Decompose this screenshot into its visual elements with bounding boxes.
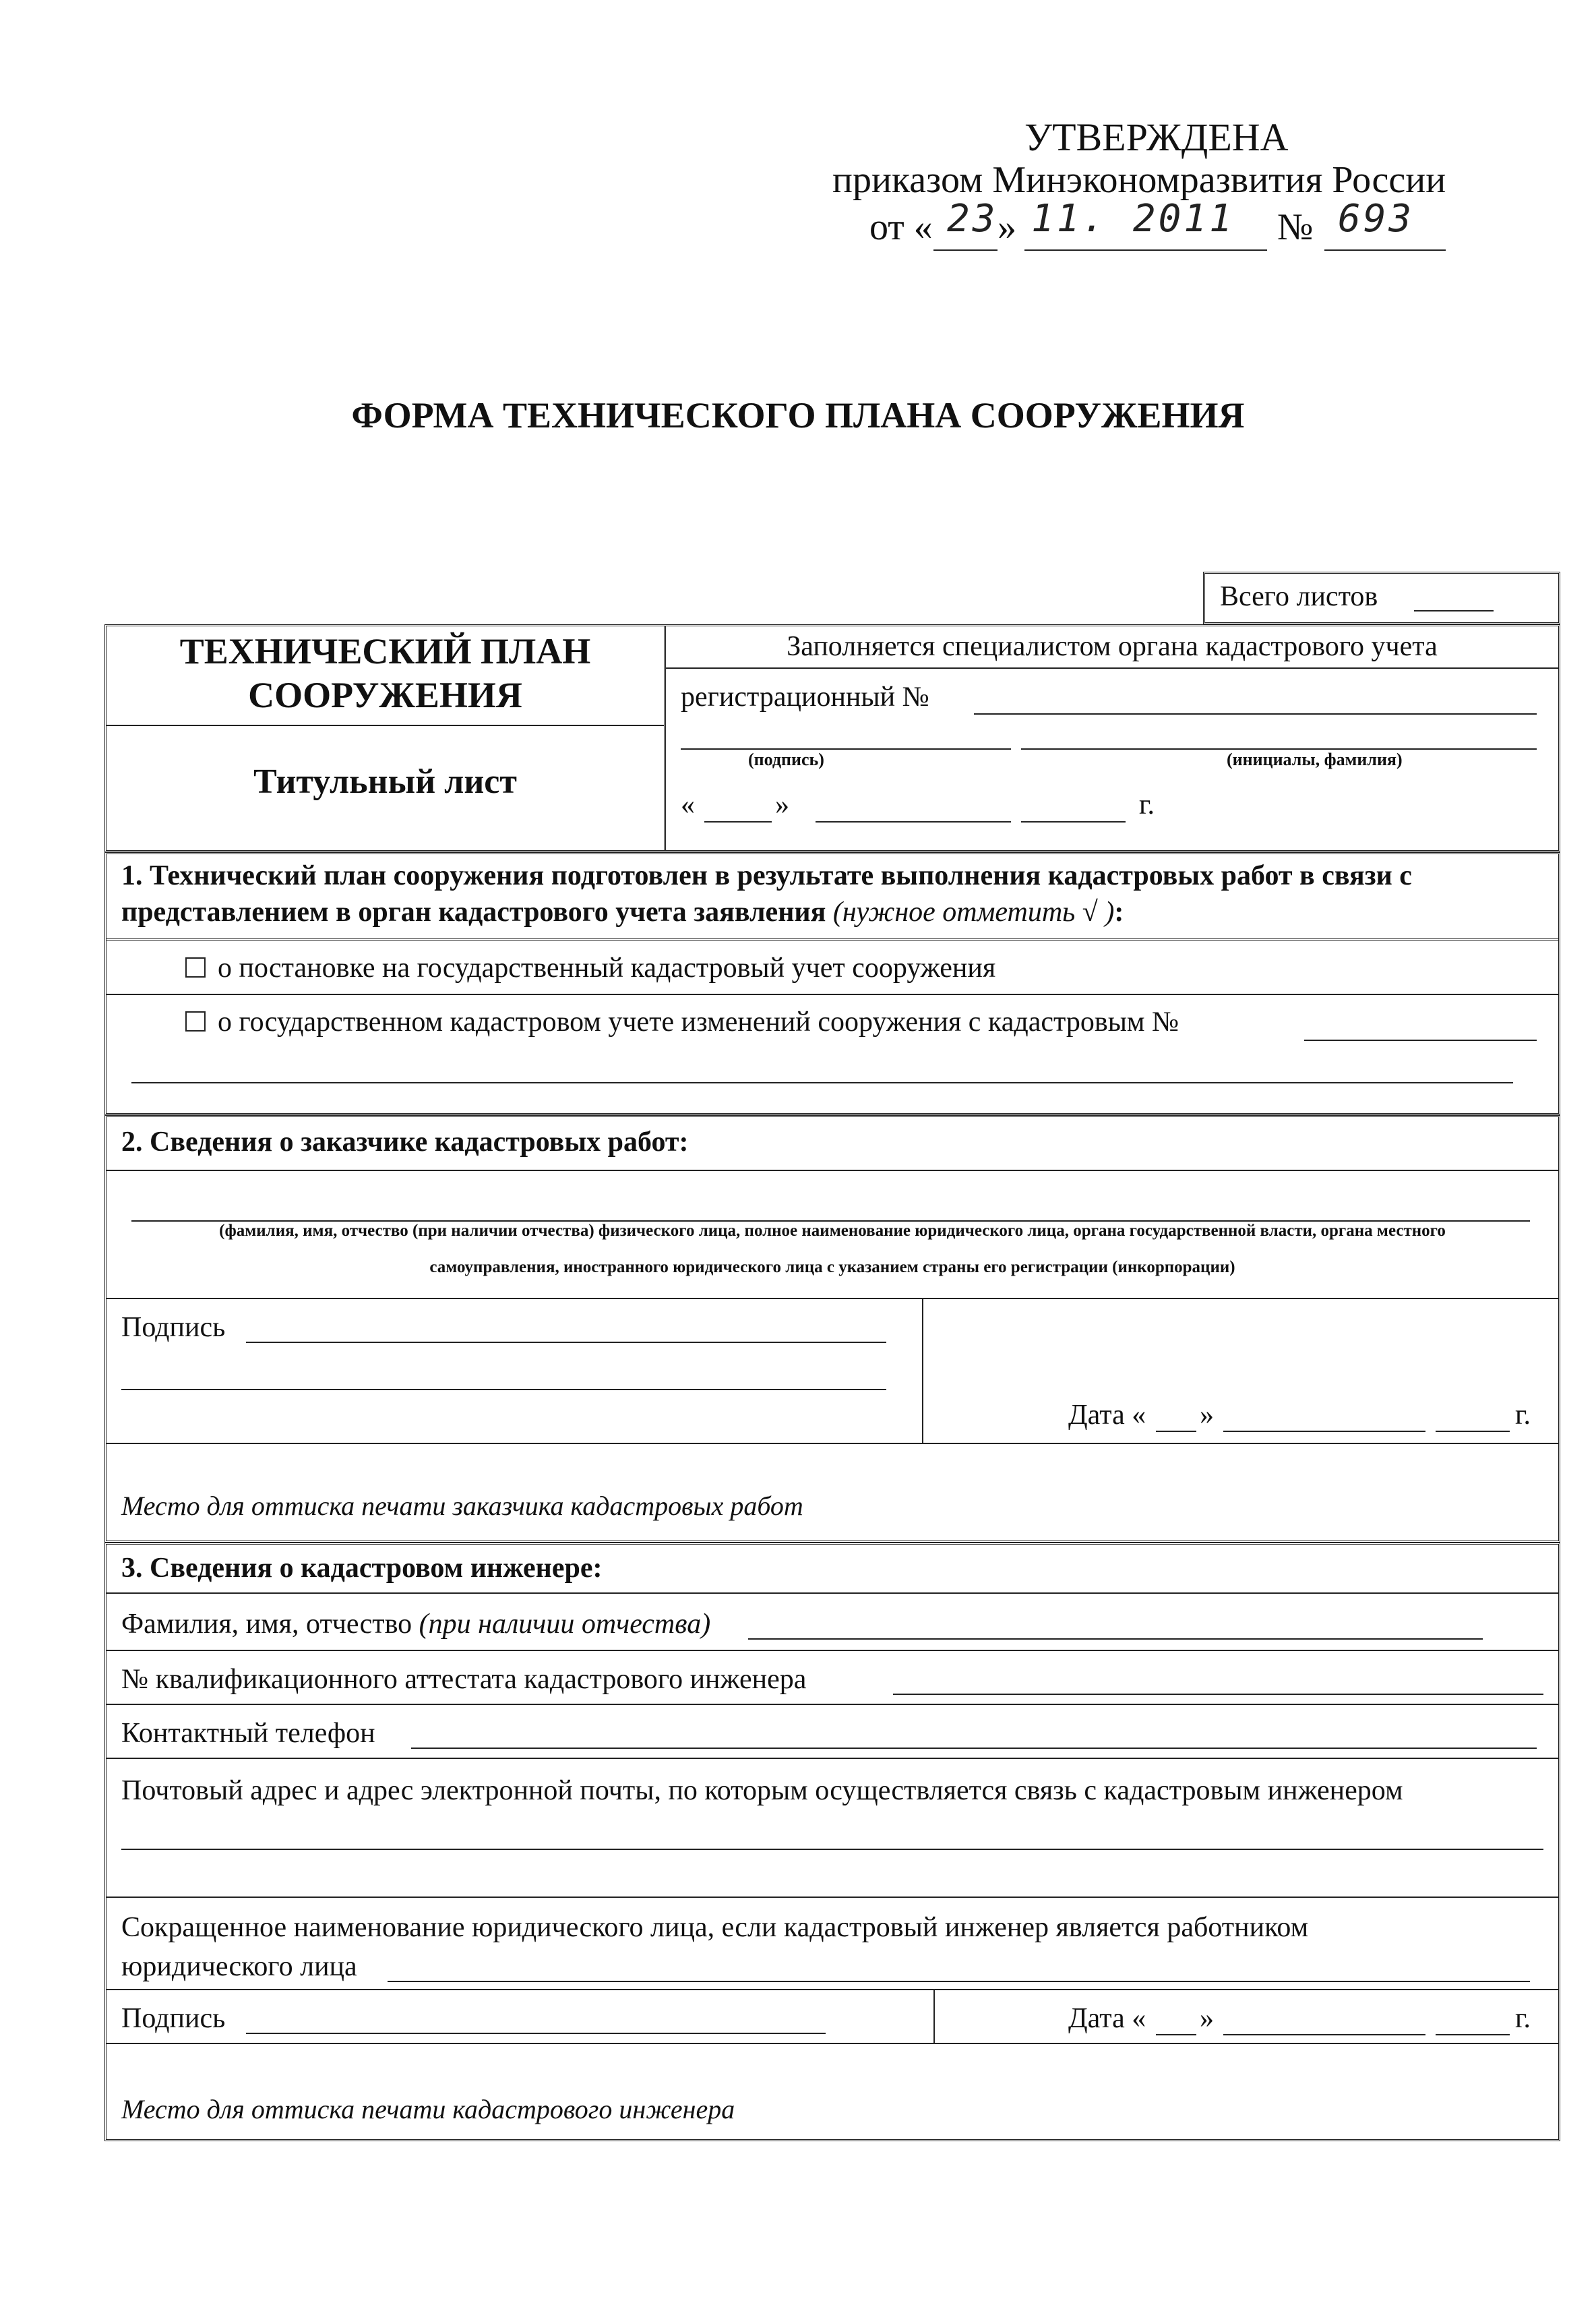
section1-option2-label: о государственном кадастровом учете изменений сооружения с кадастровым № bbox=[218, 1007, 1179, 1038]
engineer-cert-field[interactable] bbox=[893, 1694, 1543, 1695]
customer-signature-label: Подпись bbox=[121, 1312, 226, 1343]
engineer-date-year-field[interactable] bbox=[1436, 2034, 1510, 2035]
engineer-year-suffix: г. bbox=[1515, 2003, 1531, 2034]
engineer-signature-label: Подпись bbox=[121, 2003, 226, 2034]
registry-date-year-field[interactable] bbox=[1021, 821, 1126, 823]
approval-number-label: № bbox=[1277, 206, 1314, 248]
engineer-date-close: » bbox=[1200, 2003, 1214, 2034]
sheets-count-field[interactable] bbox=[1414, 610, 1494, 611]
registry-signature-field[interactable] bbox=[681, 748, 1011, 750]
customer-date-year-field[interactable] bbox=[1436, 1431, 1510, 1432]
initials-caption: (инициалы, фамилия) bbox=[1227, 750, 1403, 769]
approval-close-quote: » bbox=[998, 206, 1016, 248]
engineer-signature-field[interactable] bbox=[246, 2033, 826, 2034]
title-subtitle: Титульный лист bbox=[253, 763, 517, 801]
cadastral-number-field[interactable] bbox=[1304, 1040, 1537, 1041]
registry-date-open: « bbox=[681, 789, 695, 820]
checkbox-icon[interactable] bbox=[185, 1011, 206, 1032]
sheets-box bbox=[1203, 572, 1560, 624]
approval-day: 23 bbox=[947, 197, 998, 241]
signature-caption: (подпись) bbox=[748, 750, 824, 769]
engineer-org-label-line1: Сокращенное наименование юридического лица, если кадастровый инженер является работником bbox=[121, 1912, 1309, 1943]
checkbox-icon[interactable] bbox=[185, 957, 206, 978]
reg-number-label: регистрационный № bbox=[681, 682, 929, 713]
registry-date-day-field[interactable] bbox=[704, 821, 772, 823]
section1-heading bbox=[121, 858, 1543, 930]
section1-option1[interactable] bbox=[185, 952, 995, 984]
registry-date-close: » bbox=[775, 789, 789, 820]
engineer-fio-note: (при наличии отчества) bbox=[419, 1609, 711, 1640]
section1-heading-text: 1. Технический план сооружения подготовлен в результате выполнения кадастровых работ в связи с представлением в орган кадастрового учета заявления bbox=[121, 860, 1412, 928]
registry-year-suffix: г. bbox=[1139, 789, 1155, 820]
engineer-org-field[interactable] bbox=[388, 1981, 1530, 1982]
title-heading-line1: ТЕХНИЧЕСКИЙ ПЛАН bbox=[179, 631, 591, 671]
customer-date-label: Дата « bbox=[1068, 1400, 1146, 1431]
section2-box bbox=[104, 1115, 1560, 1543]
section1-option1-label: о постановке на государственный кадастровый учет сооружения bbox=[218, 953, 996, 984]
customer-year-suffix: г. bbox=[1515, 1400, 1531, 1431]
customer-signature-field[interactable] bbox=[246, 1342, 886, 1343]
registry-header: Заполняется специалистом органа кадастрового учета bbox=[787, 631, 1438, 662]
engineer-cert-label: № квалификационного аттестата кадастрового инженера bbox=[121, 1664, 807, 1695]
customer-date-month-field[interactable] bbox=[1223, 1431, 1425, 1432]
engineer-address-label: Почтовый адрес и адрес электронной почты, по которым осуществляется связь с кадастровым инженером bbox=[121, 1775, 1403, 1806]
approval-order-line: приказом Минэкономразвития России bbox=[832, 159, 1446, 201]
section1-note: (нужное отметить √ ) bbox=[832, 897, 1115, 928]
section1-colon: : bbox=[1114, 897, 1124, 928]
section1-extra-line[interactable] bbox=[131, 1082, 1513, 1083]
customer-date-close: » bbox=[1200, 1400, 1214, 1431]
approval-date-handwritten: 11. 2011 bbox=[1031, 197, 1235, 241]
customer-caption-line1: (фамилия, имя, отчество (при наличии отчества) физического лица, полное наименование юридического лица, органа государственной власти, органа местного bbox=[219, 1222, 1446, 1240]
engineer-date-label: Дата « bbox=[1068, 2003, 1146, 2034]
engineer-phone-field[interactable] bbox=[411, 1748, 1537, 1749]
engineer-org-label-line2: юридического лица bbox=[121, 1951, 357, 1982]
engineer-stamp-label: Место для оттиска печати кадастрового инженера bbox=[121, 2094, 735, 2124]
customer-signature-line2[interactable] bbox=[121, 1389, 886, 1390]
section2-heading: 2. Сведения о заказчике кадастровых работ: bbox=[121, 1127, 689, 1158]
title-heading-line2: СООРУЖЕНИЯ bbox=[248, 675, 522, 715]
engineer-fio-label bbox=[121, 1608, 710, 1640]
registry-date-month-field[interactable] bbox=[816, 821, 1011, 823]
customer-caption-line2: самоуправления, иностранного юридического лица с указанием страны его регистрации (инкорпорации) bbox=[429, 1258, 1235, 1276]
section3-heading: 3. Сведения о кадастровом инженере: bbox=[121, 1553, 603, 1584]
engineer-fio-label-text: Фамилия, имя, отчество bbox=[121, 1609, 412, 1640]
approval-title: УТВЕРЖДЕНА bbox=[1024, 115, 1289, 159]
engineer-date-month-field[interactable] bbox=[1223, 2034, 1425, 2035]
customer-date-day-field[interactable] bbox=[1156, 1431, 1196, 1432]
engineer-address-field[interactable] bbox=[121, 1849, 1543, 1850]
approval-ot-prefix: от « bbox=[869, 206, 933, 248]
customer-stamp-label: Место для оттиска печати заказчика кадастровых работ bbox=[121, 1491, 803, 1521]
reg-number-field[interactable] bbox=[974, 713, 1537, 715]
section1-option2[interactable] bbox=[185, 1006, 1179, 1038]
engineer-fio-field[interactable] bbox=[748, 1638, 1483, 1640]
sheets-label: Всего листов bbox=[1220, 581, 1378, 612]
engineer-phone-label: Контактный телефон bbox=[121, 1718, 375, 1749]
approval-number: 693 bbox=[1338, 197, 1415, 241]
engineer-date-day-field[interactable] bbox=[1156, 2034, 1196, 2035]
doc-title: ФОРМА ТЕХНИЧЕСКОГО ПЛАНА СООРУЖЕНИЯ bbox=[351, 395, 1245, 436]
